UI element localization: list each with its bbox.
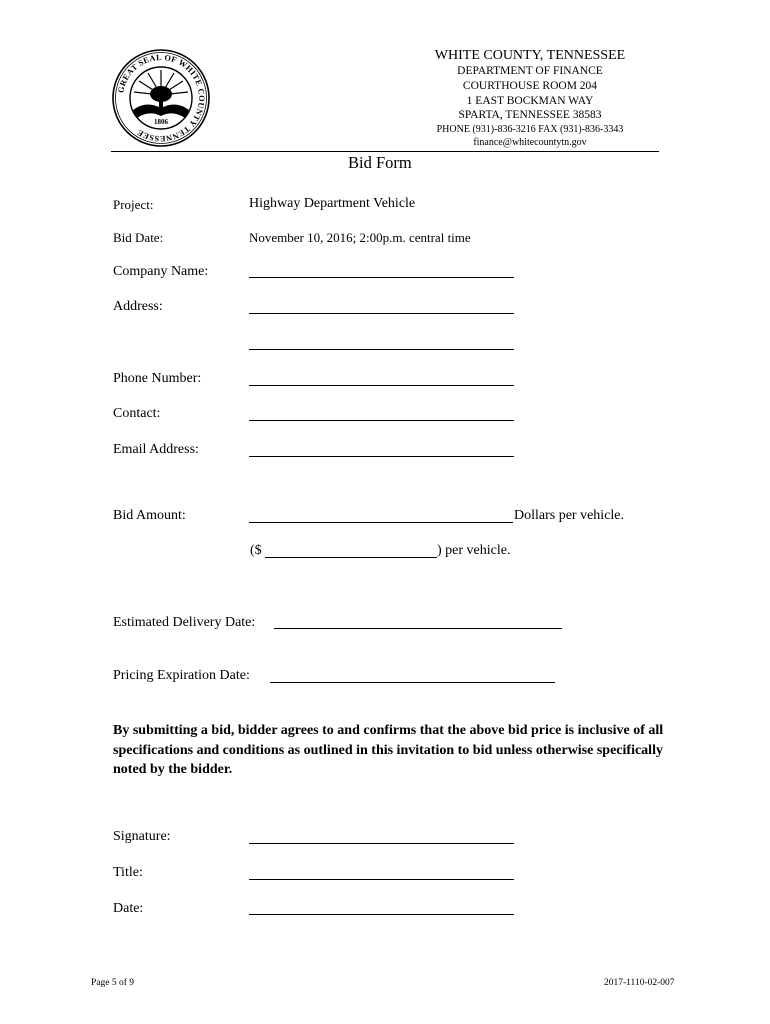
bid-date-label: Bid Date: bbox=[113, 230, 164, 245]
title-label: Title: bbox=[113, 865, 143, 880]
company-name-label: Company Name: bbox=[113, 264, 209, 279]
title-field[interactable] bbox=[249, 879, 514, 880]
svg-text:GREAT SEAL OF WHITE COUNTY TEN: GREAT SEAL OF WHITE COUNTY TENNESSEE bbox=[116, 52, 207, 144]
phone-fax: PHONE (931)-836-3216 FAX (931)-836-3343 bbox=[436, 124, 624, 135]
dollars-per-vehicle-text: Dollars per vehicle. bbox=[514, 508, 625, 523]
email-address-field[interactable] bbox=[249, 456, 514, 457]
date-field[interactable] bbox=[249, 914, 514, 915]
bid-amount-label: Bid Amount: bbox=[113, 508, 186, 523]
contact-label: Contact: bbox=[113, 406, 161, 421]
address-street: 1 EAST BOCKMAN WAY bbox=[466, 95, 594, 107]
department-name: DEPARTMENT OF FINANCE bbox=[457, 65, 603, 77]
address-city: SPARTA, TENNESSEE 38583 bbox=[458, 109, 602, 121]
signature-label: Signature: bbox=[113, 829, 171, 844]
estimated-delivery-field[interactable] bbox=[274, 628, 562, 629]
amount-paren-open: ($ bbox=[250, 543, 262, 558]
signature-field[interactable] bbox=[249, 843, 514, 844]
bid-amount-number-field[interactable] bbox=[265, 557, 437, 558]
pricing-expiration-label: Pricing Expiration Date: bbox=[113, 668, 250, 683]
address-field-line-2[interactable] bbox=[249, 349, 514, 350]
email-address-label: Email Address: bbox=[113, 442, 199, 457]
date-label: Date: bbox=[113, 901, 144, 916]
pricing-expiration-field[interactable] bbox=[270, 682, 555, 683]
county-seal bbox=[111, 48, 211, 148]
project-value: Highway Department Vehicle bbox=[249, 196, 416, 211]
bid-amount-words-field[interactable] bbox=[249, 522, 513, 523]
address-field-line-1[interactable] bbox=[249, 313, 514, 314]
contact-email: finance@whitecountytn.gov bbox=[473, 137, 587, 148]
form-title: Bid Form bbox=[348, 153, 412, 172]
bid-date-value: November 10, 2016; 2:00p.m. central time bbox=[249, 230, 471, 245]
company-name-field[interactable] bbox=[249, 277, 514, 278]
estimated-delivery-label: Estimated Delivery Date: bbox=[113, 615, 256, 630]
project-label: Project: bbox=[113, 197, 154, 212]
bid-agreement-statement: By submitting a bid, bidder agrees to and confirms that the above bid price is inclusive of all specifications and conditions as outlined in this invitation to bid unless otherwise specifically noted by the bidder. bbox=[113, 723, 664, 777]
page-number: Page 5 of 9 bbox=[91, 978, 135, 988]
header-rule bbox=[111, 151, 659, 152]
amount-paren-close: ) per vehicle. bbox=[437, 543, 511, 558]
phone-number-label: Phone Number: bbox=[113, 371, 202, 386]
address-label: Address: bbox=[113, 299, 163, 314]
county-name: WHITE COUNTY, TENNESSEE bbox=[434, 48, 626, 63]
document-number: 2017-1110-02-007 bbox=[604, 978, 675, 988]
svg-text:1806: 1806 bbox=[154, 118, 168, 126]
address-room: COURTHOUSE ROOM 204 bbox=[462, 80, 598, 92]
contact-field[interactable] bbox=[249, 420, 514, 421]
phone-number-field[interactable] bbox=[249, 385, 514, 386]
